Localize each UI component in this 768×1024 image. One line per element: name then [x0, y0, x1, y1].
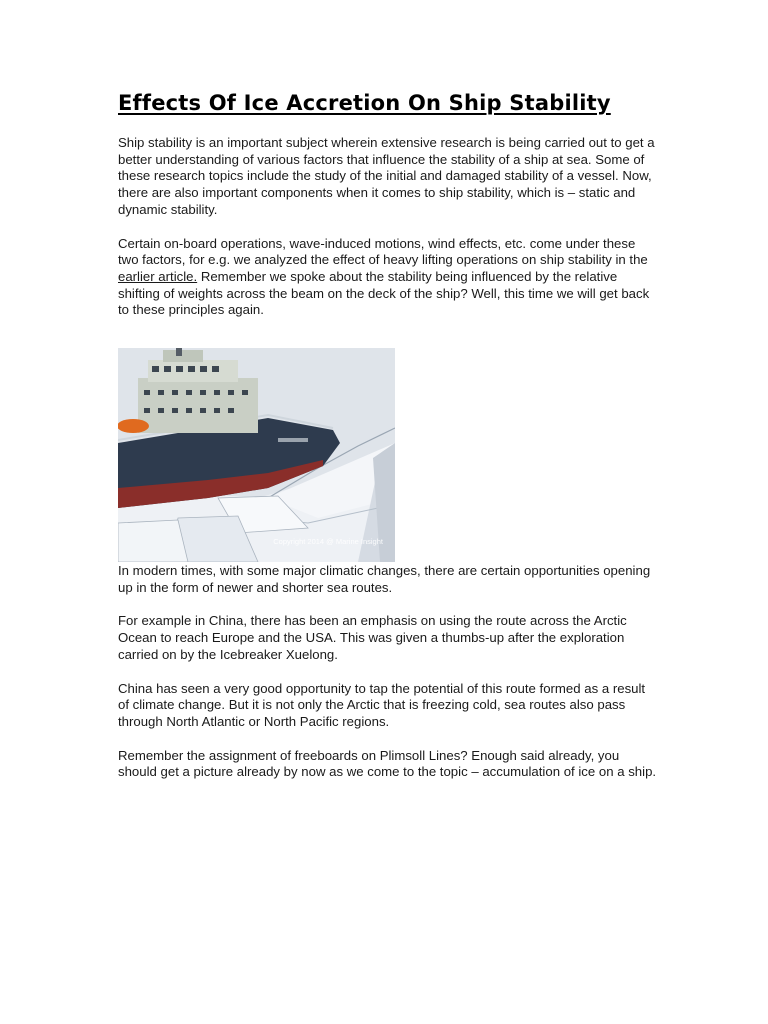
paragraph-operations-text-before: Certain on-board operations, wave-induced motions, wind effects, etc. come under these two factors, for e.g. we analyzed the effect of heavy lifting operations on ship stability in the — [118, 235, 648, 268]
icebreaker-photo — [118, 348, 395, 562]
photo-watermark: Copyright 2014 @ Marine Insight — [273, 537, 383, 547]
paragraph-china-route: For example in China, there has been an emphasis on using the route across the Arctic Ocean to reach Europe and the USA. This was given a thumbs-up after the exploration carried on by the Icebreaker Xuelong. — [118, 613, 627, 662]
earlier-article-link[interactable]: earlier article. — [118, 268, 198, 284]
paragraph-modern-times: In modern times, with some major climatic changes, there are certain opportunities opening up in the form of newer and shorter sea routes. — [118, 563, 651, 595]
paragraph-intro: Ship stability is an important subject wherein extensive research is being carried out to get a better understanding of various factors that influence the stability of a ship at sea. Some of these research topics include the study of the initial and damaged stability of a vessel. Now, there are also important components when it comes to ship stability, which is – static and dynamic stability. — [118, 135, 655, 217]
icebreaker-illustration — [118, 348, 395, 562]
paragraph-operations — [118, 236, 658, 320]
article — [118, 86, 658, 798]
paragraph-plimsoll: Remember the assignment of freeboards on Plimsoll Lines? Enough said already, you should get a picture already by now as we come to the topic – accumulation of ice on a ship. — [118, 747, 657, 780]
paragraph-climate-change: China has seen a very good opportunity to tap the potential of this route formed as a result of climate change. But it is not only the Arctic that is freezing cold, sea routes also pass through North Atlantic or North Pacific regions. — [118, 680, 646, 729]
paragraph-operations-text-after: Remember we spoke about the stability being influenced by the relative shifting of weights across the beam on the deck of the ship? Well, this time we will get back to these principles again. — [118, 268, 650, 318]
article-title: Effects Of Ice Accretion On Ship Stability — [118, 91, 611, 115]
